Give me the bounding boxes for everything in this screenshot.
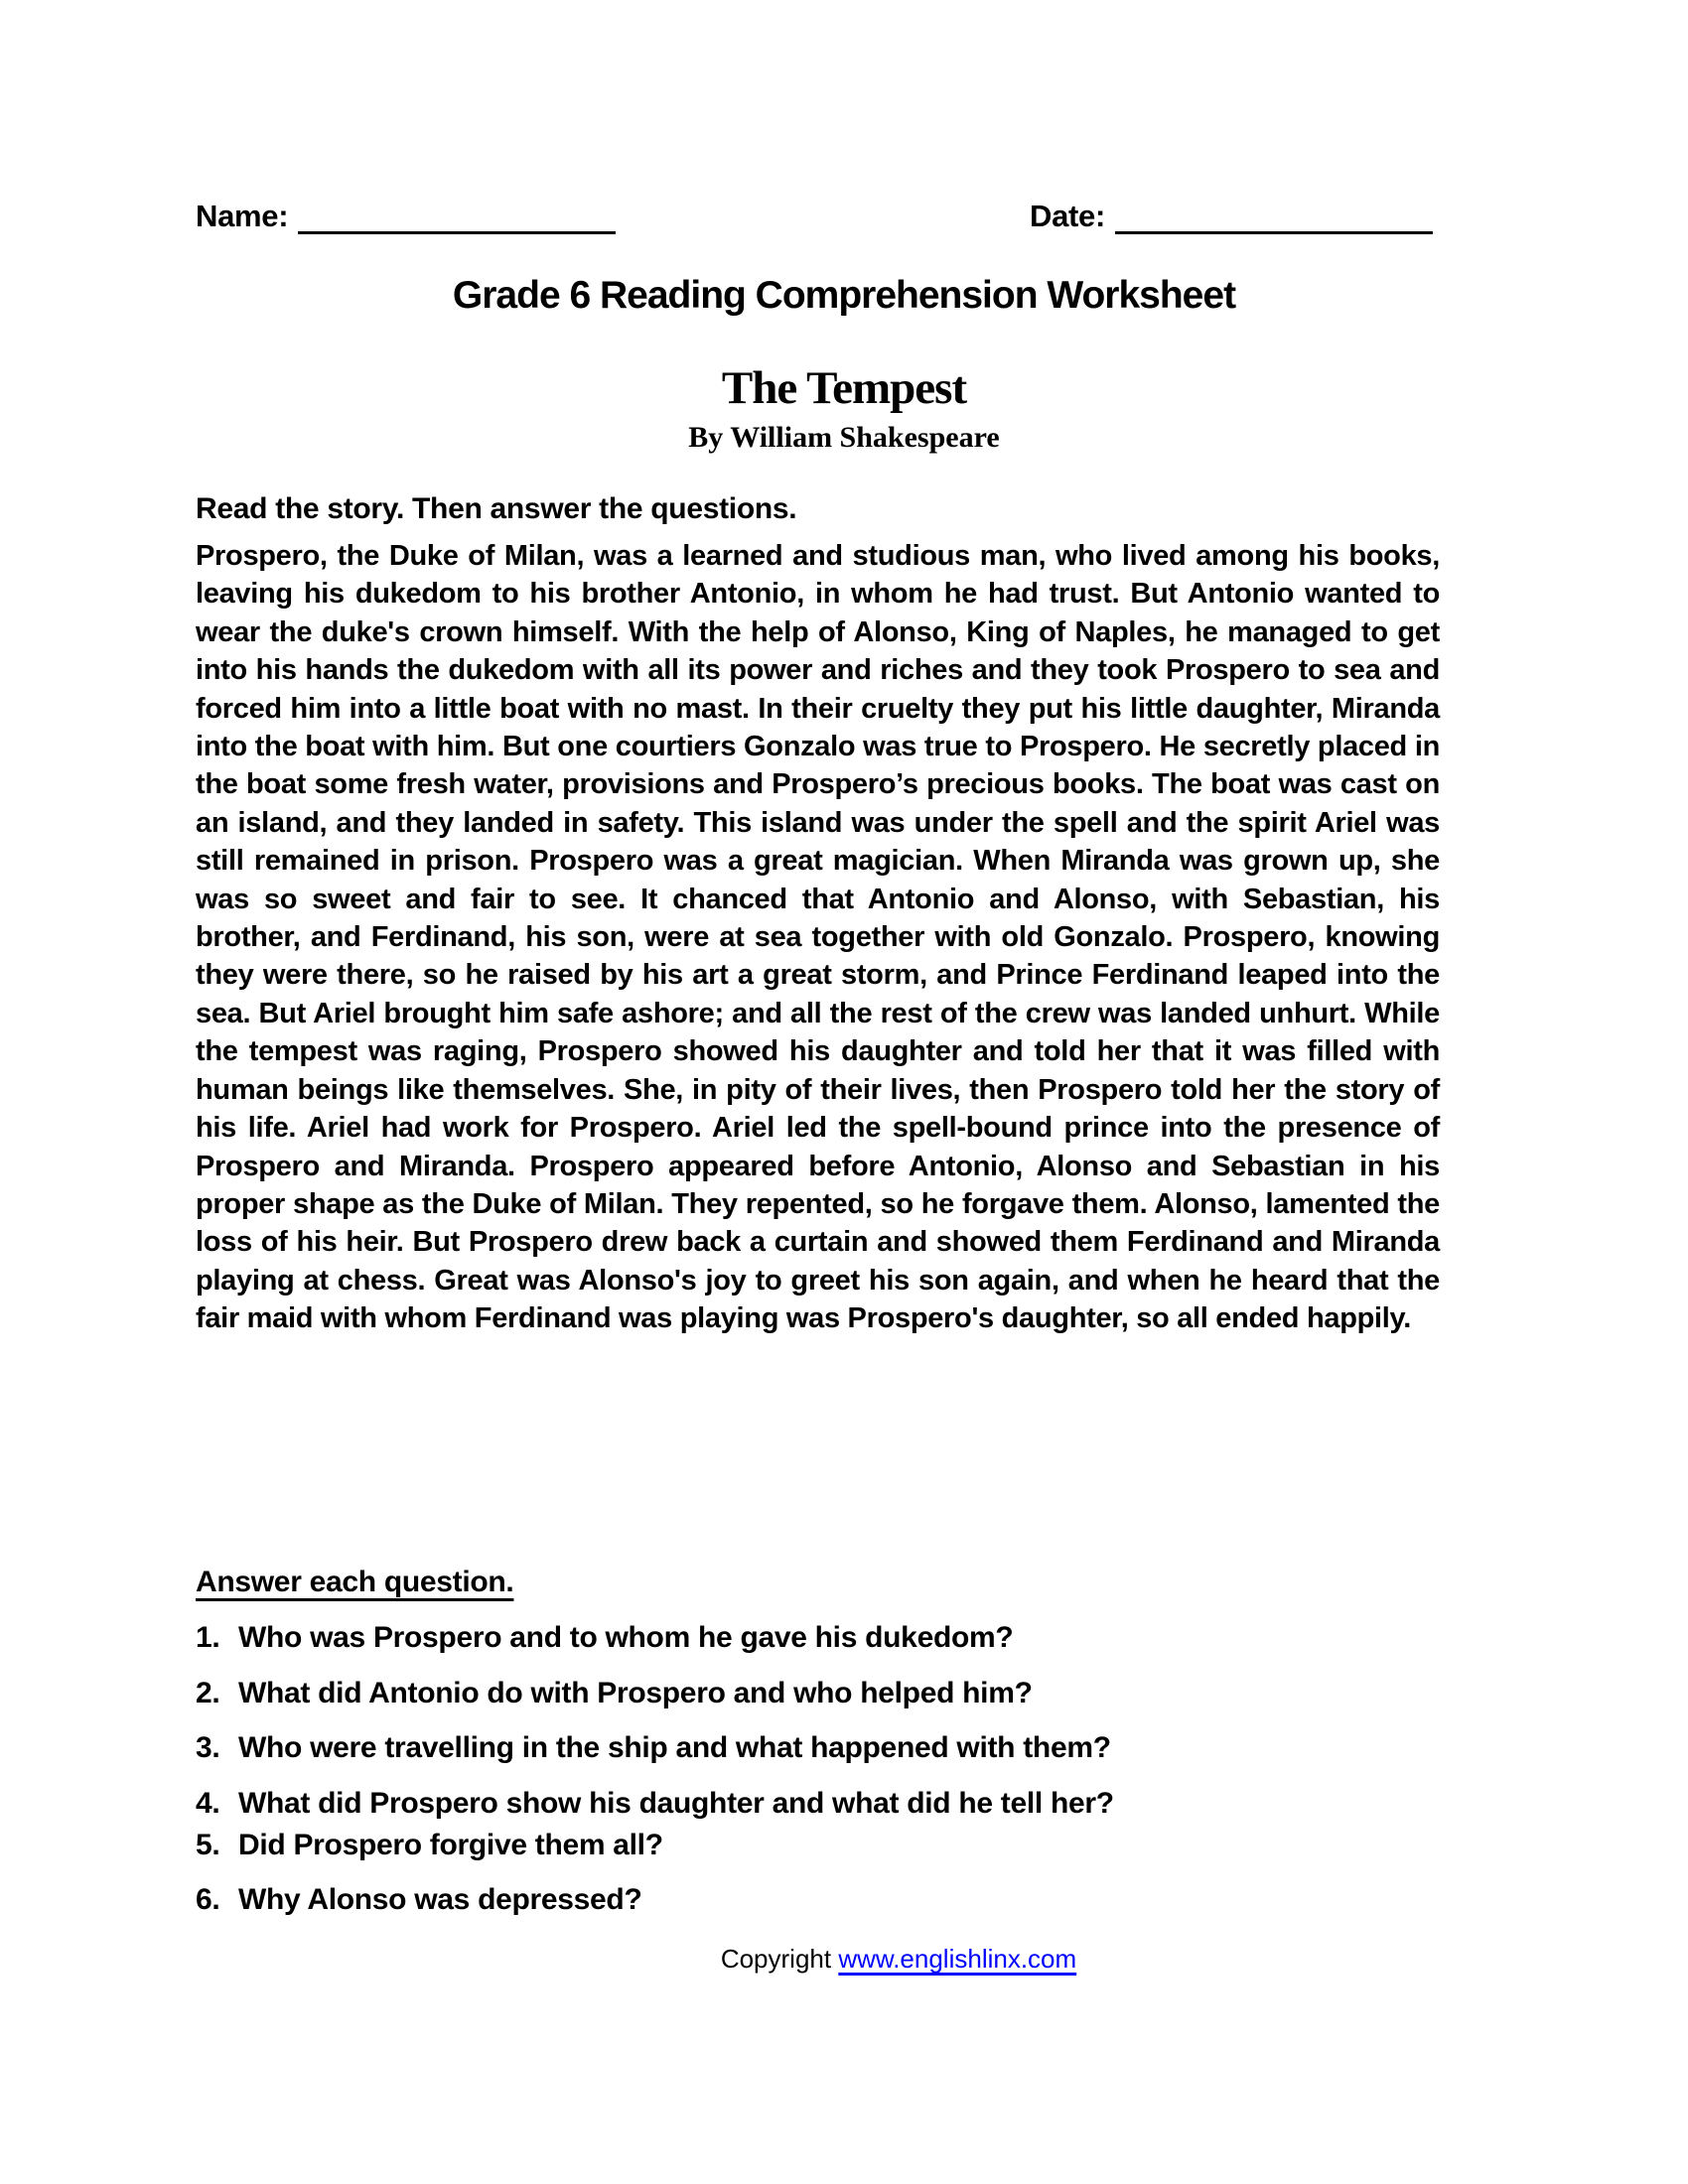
date-label: Date: bbox=[1030, 199, 1106, 233]
name-field-row bbox=[196, 199, 616, 234]
question-6-number: 6. bbox=[196, 1883, 220, 1916]
question-3-text: Who were travelling in the ship and what happened with them? bbox=[238, 1731, 1111, 1764]
date-blank-line bbox=[1115, 202, 1433, 234]
question-2 bbox=[196, 1677, 1033, 1710]
name-blank-line bbox=[298, 202, 616, 234]
name-label: Name: bbox=[196, 199, 289, 233]
question-5 bbox=[196, 1829, 663, 1862]
answer-each-question-heading: Answer each question. bbox=[196, 1566, 514, 1598]
question-5-text: Did Prospero forgive them all? bbox=[238, 1829, 663, 1861]
story-text: Prospero, the Duke of Milan, was a learned and studious man, who lived among his books, leaving his dukedom to his brother Antonio, in whom he had trust. But Antonio wanted to wear the duke's crown himself. With the help of Alonso, King of Naples, he managed to get into his hands the dukedom with all its power and riches and they took Prospero to sea and forced him into a little boat with no mast. In their cruelty they put his little daughter, Miranda into the boat with him. But one courtiers Gonzalo was true to Prospero. He secretly placed in the boat some fresh water, provisions and Prospero’s precious books. The boat was cast on an island, and they landed in safety. This island was under the spell and the spirit Ariel was still remained in prison. Prospero was a great magician. When Miranda was grown up, she was so sweet and fair to see. It chanced that Antonio and Alonso, with Sebastian, his brother, and Ferdinand, his son, were at sea together with old Gonzalo. Prospero, knowing they were there, so he raised by his art a great storm, and Prince Ferdinand leaped into the sea. But Ariel brought him safe ashore; and all the rest of the crew was landed unhurt. While the tempest was raging, Prospero showed his daughter and told her that it was filled with human beings like themselves. She, in pity of their lives, then Prospero told her the story of his life. Ariel had work for Prospero. Ariel led the spell-bound prince into the presence of Prospero and Miranda. Prospero appeared before Antonio, Alonso and Sebastian in his proper shape as the Duke of Milan. They repented, so he forgave them. Alonso, lamented the loss of his heir. But Prospero drew back a curtain and showed them Ferdinand and Miranda playing at chess. Great was Alonso's joy to greet his son again, and when he heard that the fair maid with whom Ferdinand was playing was Prospero's daughter, so all ended happily. bbox=[196, 540, 1440, 1335]
date-field-row bbox=[1030, 199, 1433, 234]
question-6 bbox=[196, 1883, 641, 1917]
question-4 bbox=[196, 1787, 1114, 1821]
question-1 bbox=[196, 1621, 1013, 1655]
question-2-number: 2. bbox=[196, 1677, 220, 1709]
question-1-number: 1. bbox=[196, 1621, 220, 1654]
copyright-label: Copyright bbox=[720, 1944, 839, 1974]
story-instructions: Read the story. Then answer the questions. bbox=[196, 492, 797, 525]
question-5-number: 5. bbox=[196, 1829, 220, 1861]
story-author: By William Shakespeare bbox=[688, 421, 1000, 454]
worksheet-title: Grade 6 Reading Comprehension Worksheet bbox=[452, 274, 1236, 317]
question-6-text: Why Alonso was depressed? bbox=[238, 1883, 642, 1916]
question-4-text: What did Prospero show his daughter and what did he tell her? bbox=[238, 1787, 1114, 1820]
copyright-link[interactable]: www.englishlinx.com bbox=[838, 1944, 1077, 1974]
question-3-number: 3. bbox=[196, 1731, 220, 1764]
question-2-text: What did Antonio do with Prospero and who helped him? bbox=[238, 1677, 1033, 1709]
question-3 bbox=[196, 1731, 1111, 1765]
question-4-number: 4. bbox=[196, 1787, 220, 1820]
story-title: The Tempest bbox=[721, 362, 967, 414]
copyright-footer bbox=[0, 1944, 1688, 1975]
question-1-text: Who was Prospero and to whom he gave his dukedom? bbox=[238, 1621, 1014, 1654]
